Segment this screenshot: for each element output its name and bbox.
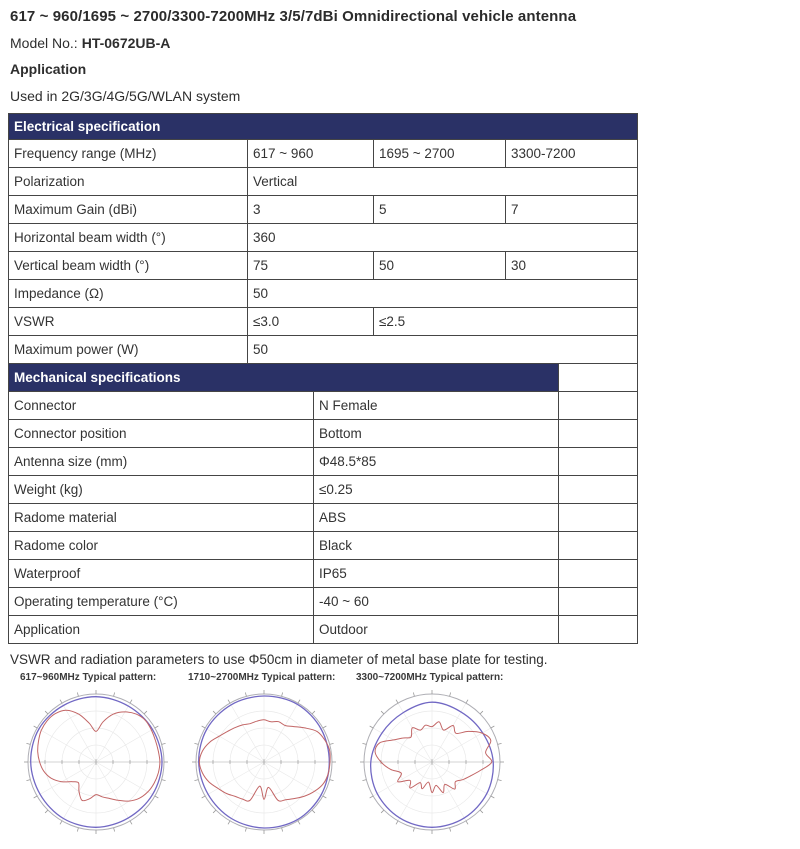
angle-tick — [498, 780, 502, 781]
empty-cell — [559, 392, 638, 420]
spec-value-cell: Outdoor — [314, 616, 559, 644]
spec-value-cell: 50 — [374, 252, 506, 280]
spec-label-cell: Impedance (Ω) — [9, 280, 248, 308]
pattern-label: 617~960MHz Typical pattern: — [20, 672, 157, 683]
spec-value-cell: ≤3.0 — [248, 308, 374, 336]
angle-tick — [162, 780, 166, 781]
grid-spoke — [96, 762, 155, 796]
angle-tick — [480, 711, 483, 714]
angle-tick — [450, 692, 451, 696]
empty-cell — [559, 420, 638, 448]
spec-value-cell: 50 — [248, 280, 638, 308]
angle-tick — [45, 711, 48, 714]
spec-value-cell: Vertical — [248, 168, 638, 196]
angle-tick — [370, 796, 373, 798]
angle-tick — [155, 796, 158, 798]
grid-spoke — [230, 703, 264, 762]
spec-row — [9, 420, 638, 448]
angle-tick — [245, 692, 246, 696]
radiation-pattern-chart-1710-2700 — [180, 685, 348, 840]
empty-cell — [559, 504, 638, 532]
electrical-spec-table — [8, 113, 638, 364]
spec-label-cell: Radome color — [9, 532, 314, 560]
angle-tick — [202, 726, 205, 728]
spec-value-cell: Bottom — [314, 420, 559, 448]
vertical-pattern-curve — [375, 722, 492, 793]
angle-tick — [130, 821, 132, 824]
spec-label-cell: Polarization — [9, 168, 248, 196]
empty-cell — [559, 476, 638, 504]
angle-tick — [60, 821, 62, 824]
angle-tick — [450, 828, 451, 832]
application-text: Used in 2G/3G/4G/5G/WLAN system — [10, 88, 241, 104]
spec-value-cell: N Female — [314, 392, 559, 420]
grid-spoke — [398, 762, 432, 821]
spec-row — [9, 168, 638, 196]
grid-spoke — [96, 728, 155, 762]
angle-tick — [144, 810, 147, 813]
grid-spoke — [62, 703, 96, 762]
grid-spoke — [37, 728, 96, 762]
spec-label-cell: Connector position — [9, 420, 314, 448]
section-header-cell: Electrical specification — [9, 114, 638, 140]
angle-tick — [323, 796, 326, 798]
spec-value-cell: 5 — [374, 196, 506, 224]
spec-label-cell: Vertical beam width (°) — [9, 252, 248, 280]
section-header-cell: Mechanical specifications — [9, 364, 559, 392]
vertical-pattern-curve — [38, 710, 160, 801]
empty-cell — [559, 532, 638, 560]
page-title: 617 ~ 960/1695 ~ 2700/3300-7200MHz 3/5/7dBi Omnidirectional vehicle antenna — [10, 8, 577, 25]
angle-tick — [498, 743, 502, 744]
spec-value-cell: ABS — [314, 504, 559, 532]
spec-value-cell: 617 ~ 960 — [248, 140, 374, 168]
spec-value-cell: IP65 — [314, 560, 559, 588]
angle-tick — [60, 700, 62, 703]
grid-spoke — [230, 762, 264, 821]
spec-value-cell: 3300-7200 — [506, 140, 638, 168]
spec-row — [9, 476, 638, 504]
angle-tick — [228, 700, 230, 703]
spec-row — [9, 308, 638, 336]
spec-row — [9, 448, 638, 476]
angle-tick — [381, 810, 384, 813]
angle-tick — [480, 810, 483, 813]
spec-row — [9, 560, 638, 588]
angle-tick — [413, 828, 414, 832]
empty-cell — [559, 364, 638, 392]
spec-label-cell: Antenna size (mm) — [9, 448, 314, 476]
spec-label-cell: Horizontal beam width (°) — [9, 224, 248, 252]
spec-value-cell: 1695 ~ 2700 — [374, 140, 506, 168]
grid-spoke — [96, 762, 130, 821]
angle-tick — [381, 711, 384, 714]
angle-tick — [370, 726, 373, 728]
grid-spoke — [264, 703, 298, 762]
grid-spoke — [205, 762, 264, 796]
angle-tick — [245, 828, 246, 832]
spec-label-cell: Application — [9, 616, 314, 644]
pattern-block-617-960 — [12, 672, 180, 840]
angle-tick — [228, 821, 230, 824]
spec-label-cell: Waterproof — [9, 560, 314, 588]
pattern-charts-row — [12, 672, 800, 840]
angle-tick — [323, 726, 326, 728]
pattern-label: 1710~2700MHz Typical pattern: — [188, 672, 336, 683]
spec-row — [9, 196, 638, 224]
angle-tick — [34, 726, 37, 728]
spec-value-cell: -40 ~ 60 — [314, 588, 559, 616]
spec-value-cell: 75 — [248, 252, 374, 280]
angle-tick — [330, 780, 334, 781]
spec-value-cell: Φ48.5*85 — [314, 448, 559, 476]
spec-label-cell: Connector — [9, 392, 314, 420]
empty-cell — [559, 560, 638, 588]
spec-value-cell: Black — [314, 532, 559, 560]
angle-tick — [466, 821, 468, 824]
angle-tick — [466, 700, 468, 703]
spec-label-cell: Operating temperature (°C) — [9, 588, 314, 616]
angle-tick — [298, 700, 300, 703]
spec-row — [9, 392, 638, 420]
angle-tick — [491, 726, 494, 728]
angle-tick — [34, 796, 37, 798]
spec-row — [9, 280, 638, 308]
angle-tick — [114, 692, 115, 696]
spec-row — [9, 140, 638, 168]
spec-value-cell: 50 — [248, 336, 638, 364]
application-heading: Application — [10, 61, 87, 77]
angle-tick — [491, 796, 494, 798]
angle-tick — [362, 743, 366, 744]
spec-row — [9, 616, 638, 644]
angle-tick — [312, 810, 315, 813]
spec-value-cell: 30 — [506, 252, 638, 280]
angle-tick — [77, 692, 78, 696]
spec-label-cell: Radome material — [9, 504, 314, 532]
spec-label-cell: Frequency range (MHz) — [9, 140, 248, 168]
angle-tick — [144, 711, 147, 714]
angle-tick — [162, 743, 166, 744]
spec-value-cell: 3 — [248, 196, 374, 224]
spec-label-cell: Maximum Gain (dBi) — [9, 196, 248, 224]
grid-spoke — [264, 728, 323, 762]
angle-tick — [77, 828, 78, 832]
grid-spoke — [264, 762, 298, 821]
grid-spoke — [205, 728, 264, 762]
angle-tick — [330, 743, 334, 744]
grid-spoke — [37, 762, 96, 796]
grid-spoke — [432, 762, 466, 821]
angle-tick — [114, 828, 115, 832]
angle-tick — [413, 692, 414, 696]
model-label: Model No.: — [10, 35, 78, 51]
empty-cell — [559, 448, 638, 476]
spec-label-cell: Maximum power (W) — [9, 336, 248, 364]
spec-row — [9, 336, 638, 364]
empty-cell — [559, 588, 638, 616]
grid-spoke — [264, 762, 323, 796]
pattern-label: 3300~7200MHz Typical pattern: — [356, 672, 504, 683]
angle-tick — [213, 810, 216, 813]
datasheet-page — [0, 8, 800, 849]
angle-tick — [312, 711, 315, 714]
angle-tick — [298, 821, 300, 824]
empty-cell — [559, 616, 638, 644]
radiation-pattern-chart-617-960 — [12, 685, 180, 840]
angle-tick — [396, 821, 398, 824]
spec-value-cell: ≤2.5 — [374, 308, 638, 336]
angle-tick — [202, 796, 205, 798]
angle-tick — [213, 711, 216, 714]
spec-row — [9, 532, 638, 560]
angle-tick — [155, 726, 158, 728]
angle-tick — [282, 828, 283, 832]
model-number: HT-0672UB-A — [81, 35, 171, 51]
model-line — [10, 35, 800, 51]
spec-label-cell: VSWR — [9, 308, 248, 336]
testing-note: VSWR and radiation parameters to use Φ50cm in diameter of metal base plate for testing. — [10, 652, 548, 667]
spec-value-cell: 7 — [506, 196, 638, 224]
grid-spoke — [373, 762, 432, 796]
angle-tick — [396, 700, 398, 703]
spec-row — [9, 504, 638, 532]
pattern-block-1710-2700 — [180, 672, 348, 840]
spec-row — [9, 252, 638, 280]
angle-tick — [194, 743, 198, 744]
radiation-pattern-chart-3300-7200 — [348, 685, 516, 840]
spec-row — [9, 224, 638, 252]
angle-tick — [26, 780, 30, 781]
angle-tick — [362, 780, 366, 781]
spec-value-cell: ≤0.25 — [314, 476, 559, 504]
spec-value-cell: 360 — [248, 224, 638, 252]
mechanical-spec-table — [8, 363, 638, 644]
angle-tick — [26, 743, 30, 744]
angle-tick — [130, 700, 132, 703]
spec-row — [9, 588, 638, 616]
angle-tick — [282, 692, 283, 696]
angle-tick — [45, 810, 48, 813]
spec-label-cell: Weight (kg) — [9, 476, 314, 504]
angle-tick — [194, 780, 198, 781]
pattern-block-3300-7200 — [348, 672, 516, 840]
